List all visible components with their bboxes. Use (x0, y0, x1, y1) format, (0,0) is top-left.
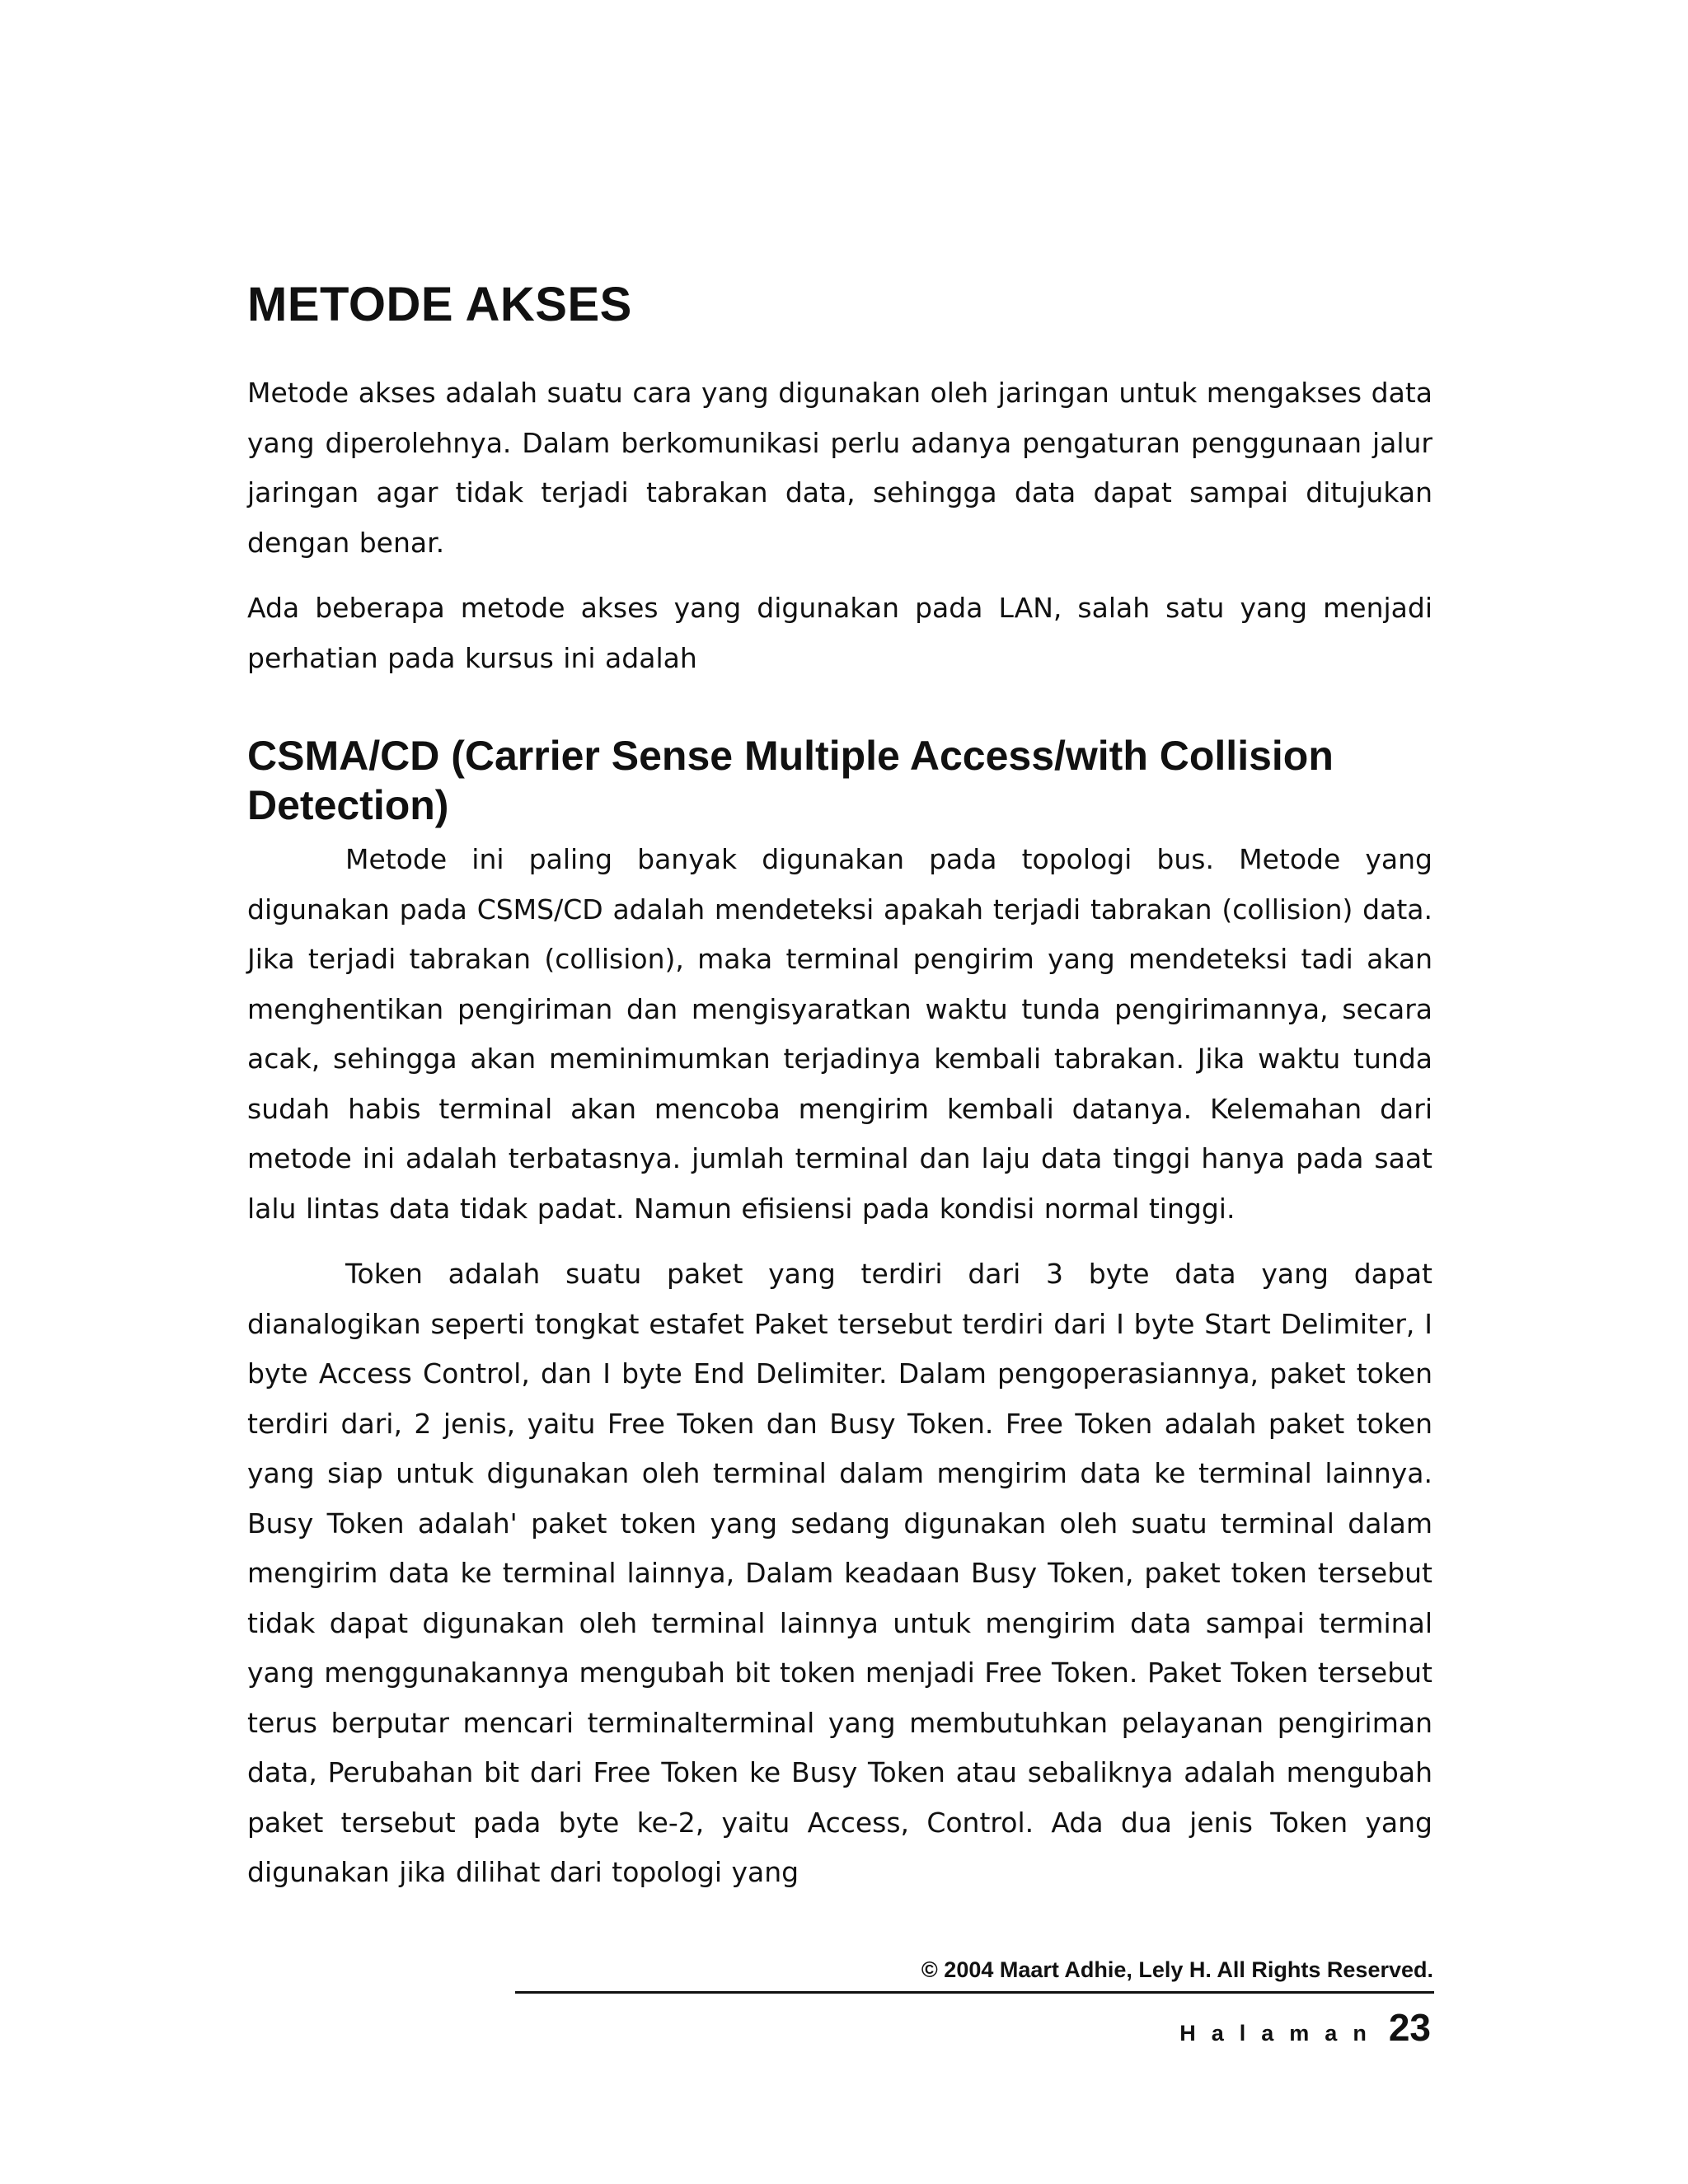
page-number: 23 (1388, 2006, 1431, 2049)
footer-divider (515, 1991, 1434, 1994)
token-paragraph: Token adalah suatu paket yang terdiri dari 3 byte data yang dapat dianalogikan seperti tongkat estafet Paket tersebut terdiri dari I byte Start Delimiter, I byte Access Control, dan I byte End Delimiter. Dalam pengoperasiannya, paket token terdiri dari, 2 jenis, yaitu Free Token dan Busy Token. Free Token adalah paket token yang siap untuk digunakan oleh terminal dalam mengirim data ke terminal lainnya. Busy Token adalah' paket token yang sedang digunakan oleh suatu terminal dalam mengirim data ke terminal lainnya, Dalam keadaan Busy Token, paket token tersebut tidak dapat digunakan oleh terminal lainnya untuk mengirim data sampai terminal yang menggunakannya mengubah bit token menjadi Free Token. Paket Token tersebut terus berputar mencari terminalterminal yang membutuhkan pelayanan pengiriman data, Perubahan bit dari Free Token ke Busy Token atau sebaliknya adalah mengubah paket tersebut pada byte ke-2, yaitu Access, Control. Ada dua jenis Token yang digunakan jika dilihat dari topologi yang (247, 1258, 1432, 1888)
lan-methods-paragraph: Ada beberapa metode akses yang digunakan pada LAN, salah satu yang menjadi perhatian pada kursus ini adalah (247, 592, 1432, 674)
page-label: Halaman (1179, 2021, 1382, 2046)
csmacd-paragraph: Metode ini paling banyak digunakan pada topologi bus. Metode yang digunakan pada CSMS/CD adalah mendeteksi apakah terjadi tabrakan (collision) data. Jika terjadi tabrakan (collision), maka terminal pengirim yang mendeteksi tadi akan menghentikan pengiriman dan mengisyaratkan waktu tunda pengirimannya, secara acak, sehingga akan meminimumkan terjadinya kembali tabrakan. Jika waktu tunda sudah habis terminal akan mencoba mengirim kembali datanya. Kelemahan dari metode ini adalah terbatasnya. jumlah terminal dan laju data tinggi hanya pada saat lalu lintas data tidak padat. Namun efisiensi pada kondisi normal tinggi. (247, 843, 1432, 1225)
section-title: CSMA/CD (Carrier Sense Multiple Access/with Collision Detection) (247, 733, 1334, 828)
page-title: METODE AKSES (247, 278, 632, 331)
intro-paragraph: Metode akses adalah suatu cara yang digunakan oleh jaringan untuk mengakses data yang diperolehnya. Dalam berkomunikasi perlu adanya pengaturan penggunaan jalur jaringan agar tidak terjadi tabrakan data, sehingga data dapat sampai ditujukan dengan benar. (247, 377, 1432, 559)
footer-copyright: © 2004 Maart Adhie, Lely H. All Rights Reserved. (921, 1957, 1433, 1982)
footer-page-indicator (1179, 2006, 1431, 2049)
page-content (247, 276, 1432, 1898)
